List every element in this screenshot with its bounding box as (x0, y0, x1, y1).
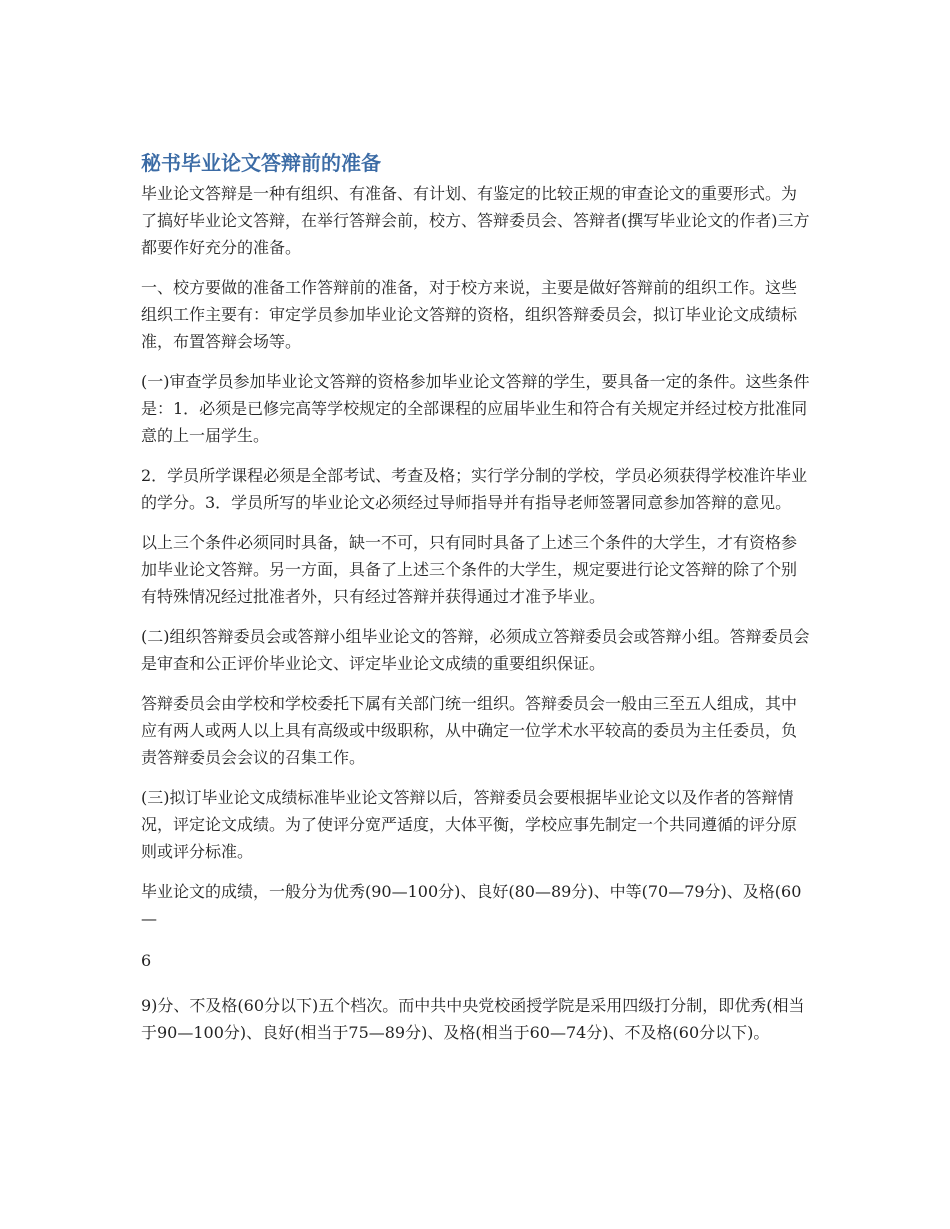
document-page (141, 148, 811, 1059)
paragraph-conditions-2-3: 2．学员所学课程必须是全部考试、考查及格；实行学分制的学校，学员必须获得学校准许毕业的学分。3．学员所写的毕业论文必须经过导师指导并有指导老师签署同意参加答辩的意见。 (141, 466, 808, 512)
paragraph-grading-standard: (三)拟订毕业论文成绩标准毕业论文答辩以后，答辩委员会要根据毕业论文以及作者的答辩情况，评定论文成绩。为了使评分宽严适度，大体平衡，学校应事先制定一个共同遵循的评分原则或评分标准。 (141, 788, 798, 861)
paragraph-grade-levels: 毕业论文的成绩，一般分为优秀(90—100分)、良好(80—89分)、中等(70—79分)、及格(60— (141, 882, 802, 928)
page-number: 6 (141, 951, 152, 970)
paragraph-intro: 毕业论文答辩是一种有组织、有准备、有计划、有鉴定的比较正规的审查论文的重要形式。为了搞好毕业论文答辩，在举行答辩会前，校方、答辩委员会、答辩者(撰写毕业论文的作者)三方都要作好充分的准备。 (141, 184, 810, 257)
document-title: 秘书毕业论文答辩前的准备 (141, 151, 381, 175)
paragraph-school-preparation: 一、校方要做的准备工作答辩前的准备，对于校方来说，主要是做好答辩前的组织工作。这些组织工作主要有：审定学员参加毕业论文答辩的资格，组织答辩委员会，拟订毕业论文成绩标准，布置答辩会场等。 (141, 278, 798, 351)
paragraph-conditions-summary: 以上三个条件必须同时具备，缺一不可，只有同时具备了上述三个条件的大学生，才有资格参加毕业论文答辩。另一方面，具备了上述三个条件的大学生，规定要进行论文答辩的除了个别有特殊情况经过批准者外，只有经过答辩并获得通过才准予毕业。 (141, 533, 798, 606)
paragraph-grade-levels-continued: 9)分、不及格(60分以下)五个档次。而中共中央党校函授学院是采用四级打分制，即优秀(相当于90—100分)、良好(相当于75—89分)、及格(相当于60—74分)、不及格(60分以下)。 (141, 996, 805, 1042)
paragraph-defense-committee: (二)组织答辩委员会或答辩小组毕业论文的答辩，必须成立答辩委员会或答辩小组。答辩委员会是审查和公正评价毕业论文、评定毕业论文成绩的重要组织保证。 (141, 627, 810, 673)
paragraph-qualification-review: (一)审查学员参加毕业论文答辩的资格参加毕业论文答辩的学生，要具备一定的条件。这些条件是：1．必须是已修完高等学校规定的全部课程的应届毕业生和符合有关规定并经过校方批准同意的上一届学生。 (141, 372, 810, 445)
paragraph-committee-composition: 答辩委员会由学校和学校委托下属有关部门统一组织。答辩委员会一般由三至五人组成，其中应有两人或两人以上具有高级或中级职称，从中确定一位学术水平较高的委员为主任委员，负责答辩委员会会议的召集工作。 (141, 694, 798, 767)
